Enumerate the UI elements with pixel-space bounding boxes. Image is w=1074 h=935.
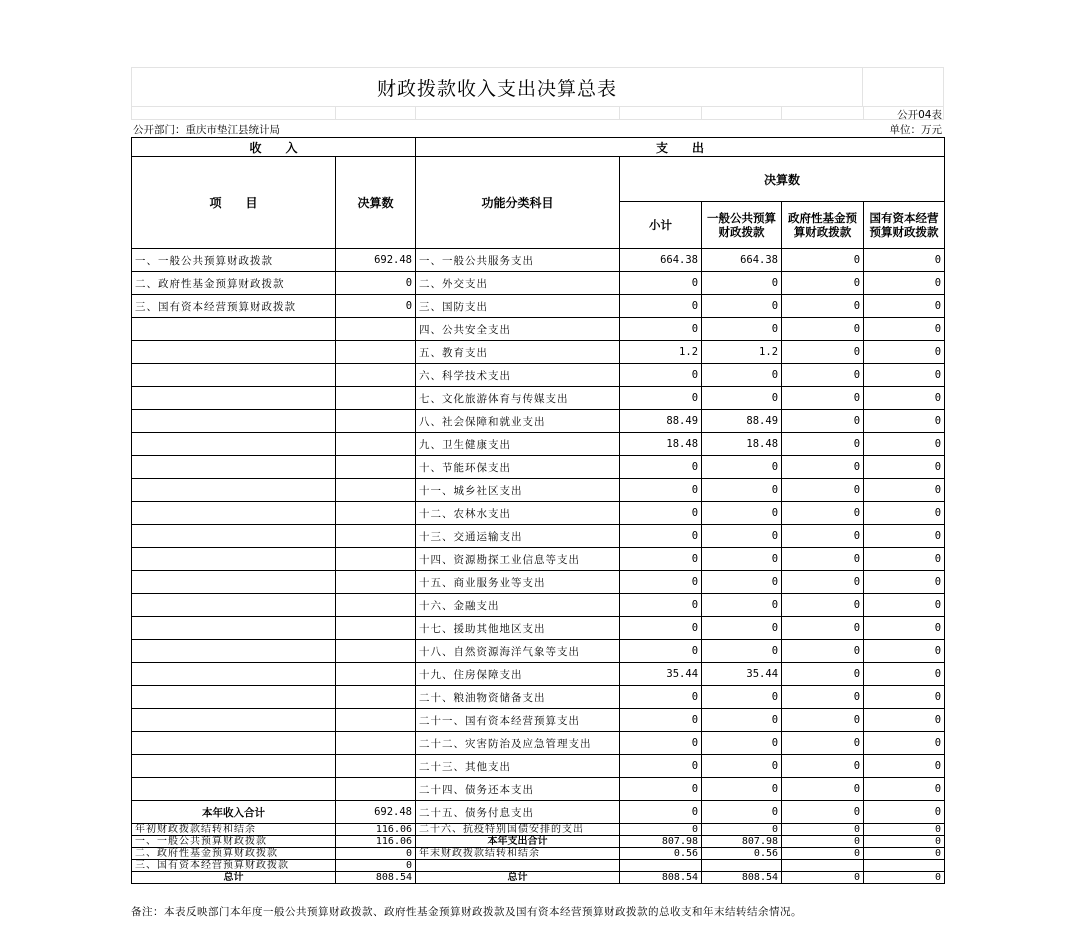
expense-amount-v4: 0 [864, 272, 945, 295]
expense-amount-v4: 0 [864, 318, 945, 341]
table-row [132, 571, 945, 594]
expense-amount-v2: 0 [702, 640, 782, 663]
expense-amount-v1: 0 [620, 387, 702, 410]
expense-amount-v1: 664.38 [620, 249, 702, 272]
income-amount [336, 456, 416, 479]
income-amount [336, 548, 416, 571]
expense-amount-v1: 0 [620, 571, 702, 594]
expense-item-label: 八、社会保障和就业支出 [416, 410, 620, 433]
expense-amount-v3: 0 [782, 571, 864, 594]
expense-item-label: 一、一般公共服务支出 [416, 249, 620, 272]
income-amount [336, 341, 416, 364]
income-item-label: 二、政府性基金预算财政拨款 [132, 272, 336, 295]
expense-amount-v4: 0 [864, 732, 945, 755]
income-header: 收 入 [132, 138, 416, 157]
expense-amount-v1: 0 [620, 801, 702, 824]
expense-item-label: 本年支出合计 [416, 836, 620, 848]
expense-item-label: 十五、商业服务业等支出 [416, 571, 620, 594]
expense-amount-v1: 0 [620, 364, 702, 387]
expense-amount-v2 [702, 860, 782, 872]
expense-amount-v4: 0 [864, 755, 945, 778]
expense-amount-v4: 0 [864, 617, 945, 640]
income-amount: 0 [336, 848, 416, 860]
income-item-label: 总计 [132, 872, 336, 884]
expense-amount-v2: 18.48 [702, 433, 782, 456]
expense-amount-v3: 0 [782, 364, 864, 387]
table-row [132, 433, 945, 456]
expense-amount-v2: 0 [702, 594, 782, 617]
income-item-label: 本年收入合计 [132, 801, 336, 824]
table-row [132, 617, 945, 640]
expense-amount-v1: 0 [620, 502, 702, 525]
expense-amount-v1: 0 [620, 686, 702, 709]
expense-amount-v3: 0 [782, 341, 864, 364]
expense-item-label: 二十、粮油物资储备支出 [416, 686, 620, 709]
expense-amount-v3: 0 [782, 548, 864, 571]
income-item-label [132, 709, 336, 732]
expense-amount-v3: 0 [782, 525, 864, 548]
expense-amount-v1: 0 [620, 594, 702, 617]
income-amount [336, 686, 416, 709]
expense-amount-v3: 0 [782, 479, 864, 502]
expense-amount-v2: 0 [702, 755, 782, 778]
expense-amount-v4: 0 [864, 663, 945, 686]
table-row [132, 318, 945, 341]
report-meta [131, 109, 944, 137]
income-item-label: 三、国有资本经营预算财政拨款 [132, 860, 336, 872]
expense-item-label: 九、卫生健康支出 [416, 433, 620, 456]
expense-amount-v2: 0 [702, 387, 782, 410]
table-row [132, 525, 945, 548]
income-item-label [132, 410, 336, 433]
expense-amount-v2: 0 [702, 295, 782, 318]
expense-amount-v3: 0 [782, 872, 864, 884]
income-item-label: 一、一般公共预算财政拨款 [132, 836, 336, 848]
income-item-label [132, 755, 336, 778]
expense-item-label: 六、科学技术支出 [416, 364, 620, 387]
expense-amount-v4: 0 [864, 640, 945, 663]
report-sheet [131, 67, 944, 884]
income-amount: 116.06 [336, 836, 416, 848]
expense-amount-v1 [620, 860, 702, 872]
expense-amount-v4: 0 [864, 548, 945, 571]
expense-amount-v1: 0 [620, 617, 702, 640]
expense-item-label: 二十四、债务还本支出 [416, 778, 620, 801]
table-row [132, 860, 945, 872]
expense-item-label: 二十一、国有资本经营预算支出 [416, 709, 620, 732]
expense-amount-v1: 0 [620, 732, 702, 755]
expense-amount-v1: 0 [620, 479, 702, 502]
income-item-label [132, 387, 336, 410]
expense-amount-v2: 808.54 [702, 872, 782, 884]
expense-amount-v1: 0 [620, 824, 702, 836]
income-amount [336, 571, 416, 594]
income-amount: 0 [336, 860, 416, 872]
expense-amount-v2: 664.38 [702, 249, 782, 272]
footnote: 备注：本表反映部门本年度一般公共预算财政拨款、政府性基金预算财政拨款及国有资本经营预算财政拨款的总收支和年末结转结余情况。 [131, 906, 802, 918]
expense-amount-v3: 0 [782, 272, 864, 295]
income-amount [336, 502, 416, 525]
expense-amount-v1: 18.48 [620, 433, 702, 456]
subtotal-header: 小计 [620, 202, 702, 249]
expense-amount-v2: 88.49 [702, 410, 782, 433]
expense-amount-v4: 0 [864, 295, 945, 318]
expense-amount-v2: 0 [702, 479, 782, 502]
income-item-label [132, 548, 336, 571]
state-capital-header: 国有资本经营预算财政拨款 [864, 202, 945, 249]
income-amount [336, 778, 416, 801]
expense-amount-v3: 0 [782, 594, 864, 617]
expense-item-label: 十二、农林水支出 [416, 502, 620, 525]
income-item-label [132, 663, 336, 686]
expense-item-label: 十三、交通运输支出 [416, 525, 620, 548]
general-budget-header: 一般公共预算财政拨款 [702, 202, 782, 249]
expense-amount-v3: 0 [782, 836, 864, 848]
expense-amount-v3: 0 [782, 433, 864, 456]
table-row [132, 640, 945, 663]
expense-amount-v2: 0 [702, 824, 782, 836]
fund-budget-header: 政府性基金预算财政拨款 [782, 202, 864, 249]
expense-amount-v4: 0 [864, 479, 945, 502]
expense-item-label: 十一、城乡社区支出 [416, 479, 620, 502]
budget-total-header: 决算数 [620, 157, 945, 202]
income-item-label: 二、政府性基金预算财政拨款 [132, 848, 336, 860]
expense-amount-v4: 0 [864, 410, 945, 433]
expense-amount-v4 [864, 860, 945, 872]
expense-amount-v3: 0 [782, 617, 864, 640]
expense-item-label: 总计 [416, 872, 620, 884]
income-amount [336, 387, 416, 410]
income-amount: 0 [336, 295, 416, 318]
expense-item-label: 五、教育支出 [416, 341, 620, 364]
func-class-header: 功能分类科目 [416, 157, 620, 249]
income-amount: 692.48 [336, 249, 416, 272]
expense-amount-v2: 0.56 [702, 848, 782, 860]
expense-amount-v3: 0 [782, 709, 864, 732]
table-row [132, 341, 945, 364]
income-item-label: 年初财政拨款结转和结余 [132, 824, 336, 836]
income-amount [336, 433, 416, 456]
expense-header: 支 出 [416, 138, 945, 157]
income-item-label [132, 571, 336, 594]
expense-amount-v2: 0 [702, 732, 782, 755]
expense-amount-v2: 0 [702, 456, 782, 479]
expense-amount-v3: 0 [782, 410, 864, 433]
income-item-label [132, 456, 336, 479]
income-amount [336, 479, 416, 502]
expense-amount-v1: 0 [620, 456, 702, 479]
expense-amount-v4: 0 [864, 502, 945, 525]
page-title: 财政拨款收入支出决算总表 [131, 67, 862, 107]
income-item-label [132, 364, 336, 387]
income-amount: 116.06 [336, 824, 416, 836]
table-row [132, 502, 945, 525]
expense-amount-v1: 807.98 [620, 836, 702, 848]
expense-amount-v4: 0 [864, 778, 945, 801]
expense-amount-v2: 0 [702, 272, 782, 295]
expense-amount-v2: 0 [702, 617, 782, 640]
amount-header: 决算数 [336, 157, 416, 249]
expense-amount-v2: 0 [702, 525, 782, 548]
expense-amount-v1: 0 [620, 778, 702, 801]
expense-item-label: 四、公共安全支出 [416, 318, 620, 341]
expense-amount-v1: 0 [620, 295, 702, 318]
table-row [132, 709, 945, 732]
income-item-label [132, 640, 336, 663]
income-item-label [132, 594, 336, 617]
expense-amount-v3: 0 [782, 295, 864, 318]
income-item-label: 一、一般公共预算财政拨款 [132, 249, 336, 272]
expense-amount-v2: 1.2 [702, 341, 782, 364]
expense-amount-v3: 0 [782, 801, 864, 824]
income-amount [336, 709, 416, 732]
table-row [132, 872, 945, 884]
expense-amount-v3: 0 [782, 502, 864, 525]
expense-amount-v2: 0 [702, 548, 782, 571]
expense-amount-v4: 0 [864, 824, 945, 836]
income-item-label [132, 341, 336, 364]
income-amount [336, 410, 416, 433]
expense-amount-v3: 0 [782, 456, 864, 479]
expense-amount-v3: 0 [782, 778, 864, 801]
income-item-label [132, 617, 336, 640]
expense-item-label: 二十三、其他支出 [416, 755, 620, 778]
expense-amount-v3: 0 [782, 387, 864, 410]
table-row [132, 732, 945, 755]
table-row [132, 755, 945, 778]
expense-amount-v3: 0 [782, 249, 864, 272]
expense-amount-v3: 0 [782, 318, 864, 341]
expense-item-label [416, 860, 620, 872]
expense-item-label: 十六、金融支出 [416, 594, 620, 617]
unit-label: 单位：万元 [889, 124, 942, 136]
expense-item-label: 年末财政拨款结转和结余 [416, 848, 620, 860]
expense-amount-v4: 0 [864, 709, 945, 732]
table-row [132, 824, 945, 836]
income-amount: 0 [336, 272, 416, 295]
title-row [131, 67, 944, 107]
income-item-label [132, 778, 336, 801]
income-amount [336, 663, 416, 686]
table-row [132, 836, 945, 848]
expense-amount-v2: 0 [702, 364, 782, 387]
income-amount [336, 364, 416, 387]
expense-item-label: 十、节能环保支出 [416, 456, 620, 479]
expense-item-label: 十九、住房保障支出 [416, 663, 620, 686]
expense-amount-v1: 0 [620, 525, 702, 548]
expense-item-label: 七、文化旅游体育与传媒支出 [416, 387, 620, 410]
table-row [132, 801, 945, 824]
expense-amount-v1: 808.54 [620, 872, 702, 884]
income-item-label [132, 732, 336, 755]
expense-amount-v1: 0 [620, 709, 702, 732]
income-amount [336, 617, 416, 640]
table-row [132, 249, 945, 272]
table-row [132, 848, 945, 860]
expense-amount-v3: 0 [782, 824, 864, 836]
expense-amount-v1: 1.2 [620, 341, 702, 364]
expense-item-label: 二十六、抗疫特别国债安排的支出 [416, 824, 620, 836]
income-amount [336, 594, 416, 617]
income-item-label [132, 502, 336, 525]
header-row-2 [132, 157, 945, 202]
income-amount: 692.48 [336, 801, 416, 824]
table-row [132, 295, 945, 318]
expense-item-label: 二、外交支出 [416, 272, 620, 295]
table-row [132, 686, 945, 709]
table-row [132, 663, 945, 686]
expense-amount-v3: 0 [782, 732, 864, 755]
expense-amount-v4: 0 [864, 571, 945, 594]
expense-amount-v4: 0 [864, 456, 945, 479]
income-item-label [132, 318, 336, 341]
expense-amount-v4: 0 [864, 872, 945, 884]
income-item-label [132, 433, 336, 456]
expense-amount-v1: 35.44 [620, 663, 702, 686]
table-row [132, 548, 945, 571]
expense-amount-v1: 88.49 [620, 410, 702, 433]
expense-amount-v2: 0 [702, 686, 782, 709]
expense-amount-v4: 0 [864, 836, 945, 848]
expense-amount-v1: 0 [620, 755, 702, 778]
expense-amount-v1: 0 [620, 640, 702, 663]
form-number: 公开04表 [897, 109, 942, 121]
income-amount [336, 640, 416, 663]
expense-amount-v1: 0 [620, 318, 702, 341]
income-amount [336, 318, 416, 341]
expense-amount-v4: 0 [864, 525, 945, 548]
expense-amount-v4: 0 [864, 341, 945, 364]
income-amount [336, 755, 416, 778]
expense-amount-v2: 807.98 [702, 836, 782, 848]
expense-item-label: 十四、资源勘探工业信息等支出 [416, 548, 620, 571]
table-row [132, 364, 945, 387]
department-label: 公开部门：重庆市垫江县统计局 [133, 124, 280, 136]
income-amount: 808.54 [336, 872, 416, 884]
table-row [132, 778, 945, 801]
income-item-label [132, 686, 336, 709]
expense-amount-v3: 0 [782, 686, 864, 709]
expense-amount-v2: 0 [702, 502, 782, 525]
expense-amount-v3 [782, 860, 864, 872]
expense-amount-v4: 0 [864, 249, 945, 272]
expense-item-label: 三、国防支出 [416, 295, 620, 318]
table-row [132, 456, 945, 479]
expense-amount-v4: 0 [864, 686, 945, 709]
income-item-label [132, 479, 336, 502]
expense-amount-v3: 0 [782, 640, 864, 663]
table-row [132, 387, 945, 410]
expense-amount-v3: 0 [782, 848, 864, 860]
expense-item-label: 十八、自然资源海洋气象等支出 [416, 640, 620, 663]
income-item-label [132, 525, 336, 548]
table-row [132, 479, 945, 502]
income-amount [336, 732, 416, 755]
expense-amount-v4: 0 [864, 848, 945, 860]
table-row [132, 594, 945, 617]
expense-amount-v4: 0 [864, 433, 945, 456]
expense-amount-v4: 0 [864, 594, 945, 617]
expense-item-label: 二十二、灾害防治及应急管理支出 [416, 732, 620, 755]
expense-amount-v2: 0 [702, 801, 782, 824]
blank-grid-row [131, 107, 944, 120]
income-item-label: 三、国有资本经营预算财政拨款 [132, 295, 336, 318]
expense-amount-v2: 0 [702, 571, 782, 594]
expense-amount-v2: 0 [702, 778, 782, 801]
table-row [132, 410, 945, 433]
title-side-cell [862, 67, 944, 107]
expense-item-label: 十七、援助其他地区支出 [416, 617, 620, 640]
expense-amount-v1: 0 [620, 548, 702, 571]
expense-amount-v2: 35.44 [702, 663, 782, 686]
table-row [132, 272, 945, 295]
income-amount [336, 525, 416, 548]
expense-amount-v1: 0.56 [620, 848, 702, 860]
expense-amount-v4: 0 [864, 387, 945, 410]
expense-amount-v1: 0 [620, 272, 702, 295]
expense-item-label: 二十五、债务付息支出 [416, 801, 620, 824]
expense-amount-v2: 0 [702, 709, 782, 732]
expense-amount-v3: 0 [782, 663, 864, 686]
header-row-1 [132, 138, 945, 157]
expense-amount-v2: 0 [702, 318, 782, 341]
expense-amount-v3: 0 [782, 755, 864, 778]
budget-table [131, 137, 945, 884]
expense-amount-v4: 0 [864, 364, 945, 387]
item-header: 项 目 [132, 157, 336, 249]
expense-amount-v4: 0 [864, 801, 945, 824]
